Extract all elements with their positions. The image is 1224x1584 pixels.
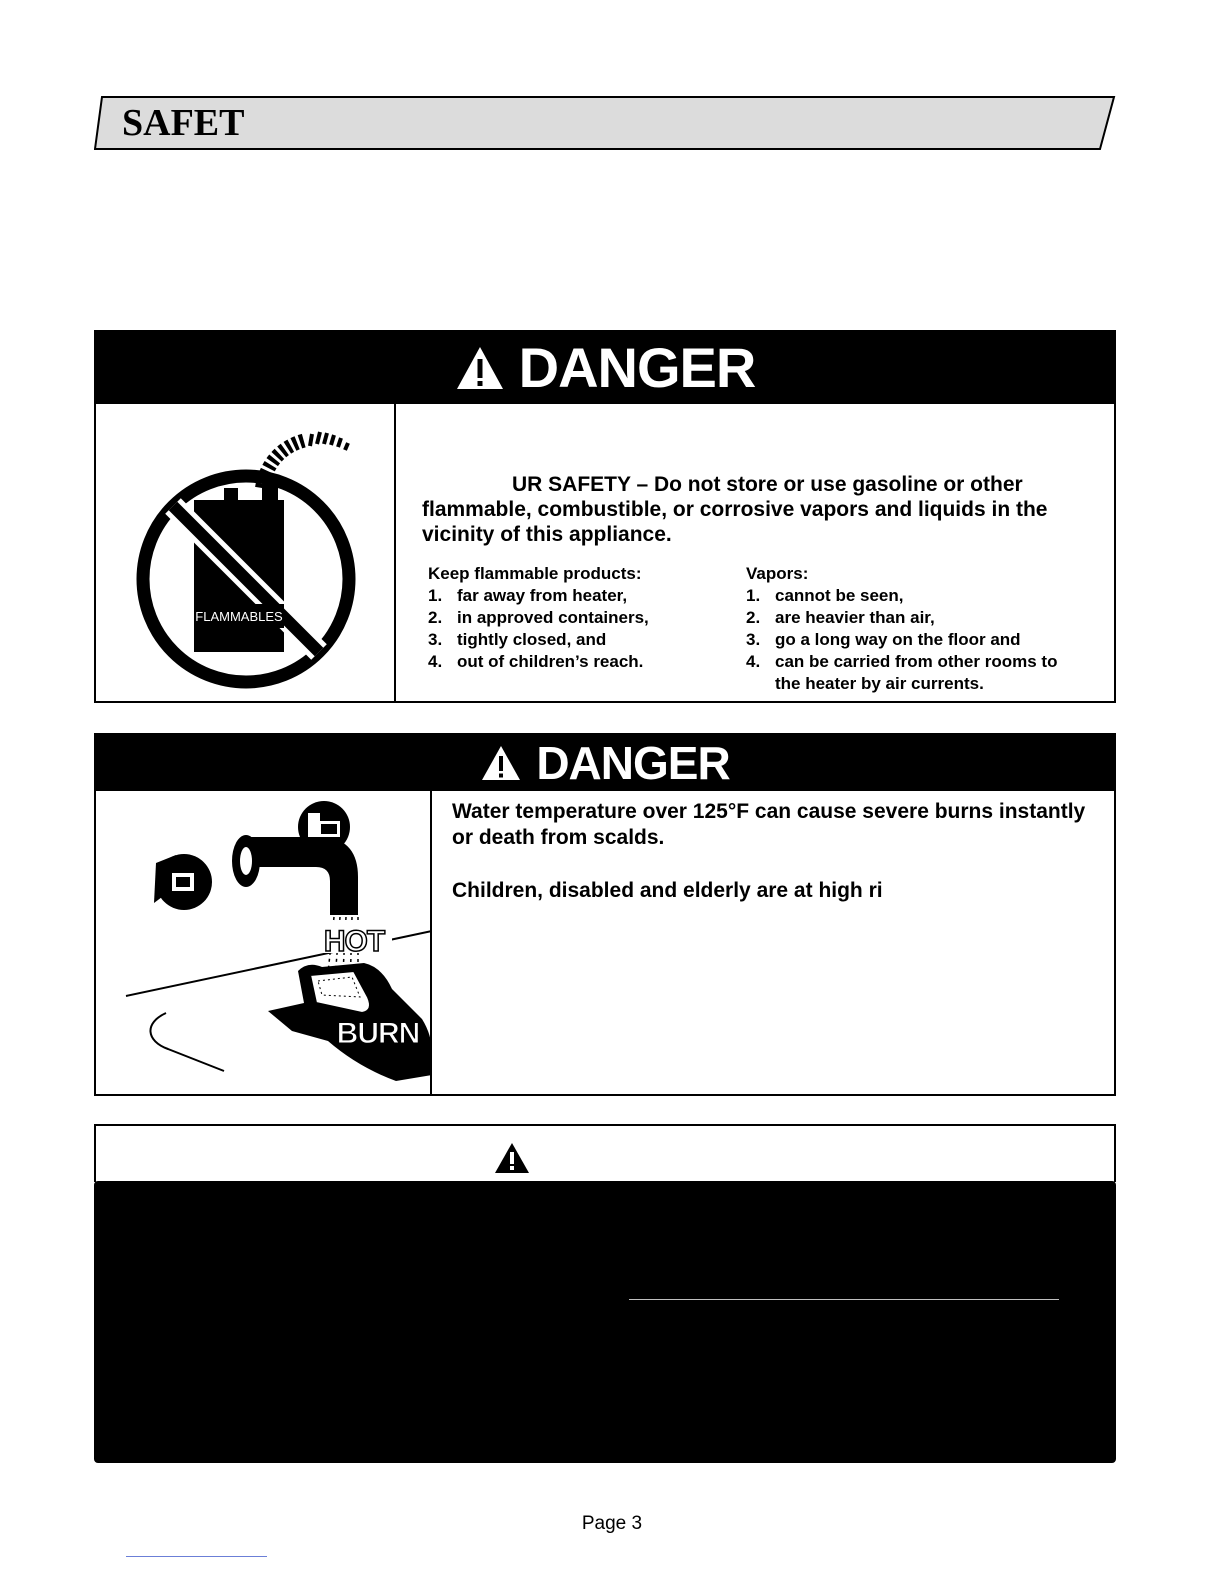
- danger-panel-scald: [94, 733, 1116, 1096]
- fire-safety-statement: [422, 472, 1102, 547]
- danger-panel-flammables: [94, 330, 1116, 703]
- section-header: [94, 96, 1116, 150]
- list-item-text: far away from heater,: [457, 586, 628, 605]
- list-item: [428, 651, 728, 673]
- section-header-shape: [94, 96, 1116, 150]
- footer-link-underline[interactable]: [126, 1556, 267, 1557]
- list-item-text: cannot be seen,: [775, 586, 904, 605]
- no-flammables-icon: [96, 404, 396, 701]
- list-item: [428, 607, 728, 629]
- list-item-number: 2.: [746, 608, 761, 627]
- list-heading: Vapors:: [746, 564, 809, 583]
- fire-safety-lead-rest: flammable, combustible, or corrosive vapors and liquids in the vicinity of this appliance.: [422, 498, 1048, 546]
- list-item: [746, 585, 1086, 607]
- list-item-text: in approved containers,: [457, 608, 649, 627]
- scald-warning: Water temperature over 125°F can cause severe burns instantly or death from scalds.: [452, 800, 1086, 849]
- hot-label: HOT: [323, 925, 385, 958]
- hot-water-illustration: [96, 791, 432, 1094]
- list-item-text: out of children’s reach.: [457, 652, 644, 671]
- high-risk-warning: Children, disabled and elderly are at high ri: [452, 879, 883, 902]
- list-item-number: 4.: [428, 652, 443, 671]
- list-item: [746, 607, 1086, 629]
- divider-line: [629, 1299, 1059, 1300]
- list-item-number: 4.: [746, 652, 761, 671]
- page-number: Page 3: [581, 1513, 643, 1534]
- list-item: [746, 629, 1086, 651]
- list-item: [428, 585, 728, 607]
- list-item-number: 1.: [746, 586, 761, 605]
- no-flammables-illustration: [96, 404, 396, 701]
- fire-safety-lead-prefix: UR SAFETY – Do not store or use gasoline or other: [512, 473, 1023, 496]
- warning-box: [94, 1181, 1116, 1463]
- list-item-number: 2.: [428, 608, 443, 627]
- keep-flammables-list: [428, 563, 728, 673]
- warning-banner: [94, 1124, 1116, 1182]
- scald-text: [434, 791, 1114, 1094]
- list-item-text: are heavier than air,: [775, 608, 935, 627]
- list-heading: Keep flammable products:: [428, 564, 642, 583]
- flammables-text: [398, 404, 1114, 701]
- hot-water-burn-icon: [96, 791, 432, 1094]
- list-item-number: 3.: [746, 630, 761, 649]
- danger-title: DANGER: [518, 336, 756, 399]
- danger-title: DANGER: [536, 737, 730, 789]
- list-item: [746, 651, 1086, 695]
- flammables-label: FLAMMABLES: [195, 609, 283, 624]
- section-title: SAFET: [122, 102, 245, 144]
- warning-triangle-icon: [480, 744, 522, 782]
- danger-banner: [96, 735, 1114, 791]
- list-item-text: tightly closed, and: [457, 630, 607, 649]
- burn-label: BURN: [336, 1017, 420, 1050]
- list-item-text: can be carried from other rooms to the heater by air currents.: [775, 652, 1058, 693]
- warning-triangle-icon: [455, 345, 505, 391]
- list-item-text: go a long way on the floor and: [775, 630, 1021, 649]
- list-item-number: 1.: [428, 586, 443, 605]
- vapors-list: [746, 563, 1086, 695]
- danger-banner: [96, 332, 1114, 404]
- warning-triangle-icon: [494, 1142, 530, 1174]
- list-item: [428, 629, 728, 651]
- list-item-number: 3.: [428, 630, 443, 649]
